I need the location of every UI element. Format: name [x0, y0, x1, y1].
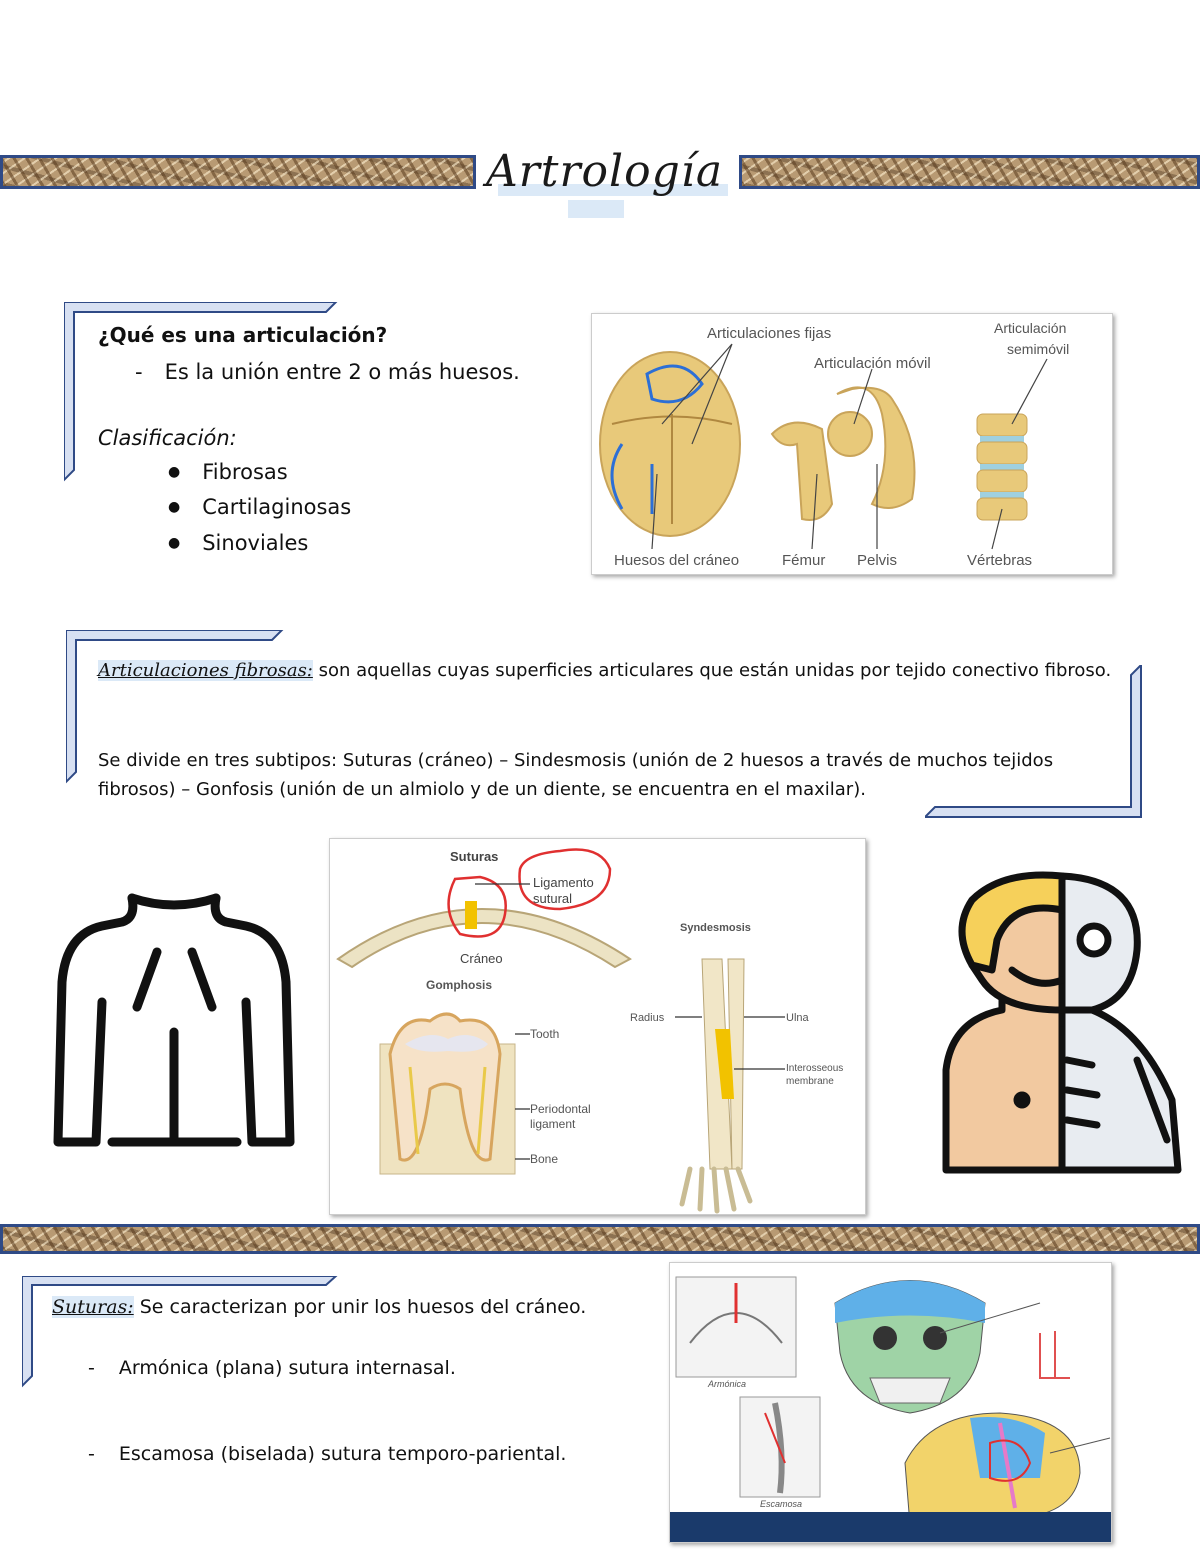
- sutures-term: Suturas:: [52, 1296, 134, 1318]
- section1-answer: - Es la unión entre 2 o más huesos.: [135, 360, 520, 384]
- label-femur: Fémur: [782, 552, 826, 569]
- label-sutural-ligament-2: sutural: [533, 891, 573, 906]
- skull-sutures-illustration: [670, 1263, 1111, 1542]
- label-armonica: Armónica: [708, 1379, 747, 1389]
- class-item-sinoviales: ● Sinoviales: [168, 531, 308, 555]
- human-back-icon: [52, 892, 297, 1152]
- label-semimobile-2: semimóvil: [1007, 341, 1070, 357]
- label-sutural-ligament-1: Ligamento: [533, 875, 594, 890]
- label-interosseous-1: Interosseous: [786, 1063, 844, 1074]
- fibrous-joints-figure: [329, 838, 866, 1215]
- label-skull-bones: Huesos del cráneo: [614, 552, 740, 569]
- header-banner-left: [0, 155, 476, 189]
- skull-sutures-figure: [669, 1262, 1112, 1543]
- title-highlight-small: [568, 200, 624, 218]
- label-gomphosis: Gomphosis: [426, 978, 493, 992]
- label-bone: Bone: [530, 1152, 559, 1166]
- suture-type-armonica: - Armónica (plana) sutura internasal.: [88, 1357, 456, 1379]
- fibrous-joints-term: Articulaciones fibrosas:: [98, 660, 313, 681]
- middle-banner: [0, 1224, 1200, 1254]
- joint-types-figure: [591, 313, 1113, 575]
- suture-type-escamosa: - Escamosa (biselada) sutura temporo-pariental.: [88, 1443, 567, 1465]
- label-mobile-joint: Articulación móvil: [814, 355, 931, 372]
- label-syndesmosis: Syndesmosis: [680, 922, 751, 934]
- half-skeleton-icon: [942, 870, 1182, 1175]
- page-title: Artrología: [486, 146, 724, 197]
- vertebrae-shape: [977, 414, 1027, 520]
- femur-shape: [772, 423, 832, 520]
- label-semimobile-1: Articulación: [994, 320, 1067, 336]
- label-radius: Radius: [630, 1012, 665, 1024]
- label-cranium: Cráneo: [460, 951, 503, 966]
- sutures-definition: Suturas: Se caracterizan por unir los huesos del cráneo.: [52, 1296, 587, 1318]
- label-escamosa: Escamosa: [760, 1499, 803, 1509]
- label-periodontal-1: Periodontal: [530, 1102, 591, 1116]
- fibrous-joints-illustration: [330, 839, 865, 1214]
- fibrous-joints-definition: Articulaciones fibrosas: son aquellas cuyas superficies articulares que están unidas por tejido conectivo fibroso.: [98, 660, 1112, 681]
- classification-label: Clasificación:: [98, 426, 237, 450]
- label-interosseous-2: membrane: [786, 1076, 834, 1087]
- label-fixed-joints: Articulaciones fijas: [707, 325, 832, 342]
- header-banner-right: [739, 155, 1200, 189]
- label-sutures: Suturas: [450, 849, 499, 864]
- class-item-cartilaginosas: ● Cartilaginosas: [168, 495, 351, 519]
- label-vertebrae: Vértebras: [967, 552, 1033, 569]
- label-tooth: Tooth: [530, 1027, 560, 1041]
- joint-types-illustration: [592, 314, 1112, 574]
- class-item-fibrosas: ● Fibrosas: [168, 460, 288, 484]
- fibrous-subtypes: Se divide en tres subtipos: Suturas (cráneo) – Sindesmosis (unión de 2 huesos a través de muchos tejidos fibrosos) – Gonfosis (unión de un almiolo y de un diente, se encuentra en el maxilar).: [98, 750, 1054, 800]
- label-periodontal-2: ligament: [530, 1117, 576, 1131]
- label-pelvis: Pelvis: [857, 552, 898, 569]
- label-ulna: Ulna: [786, 1012, 809, 1024]
- section1-question: ¿Qué es una articulación?: [98, 323, 388, 347]
